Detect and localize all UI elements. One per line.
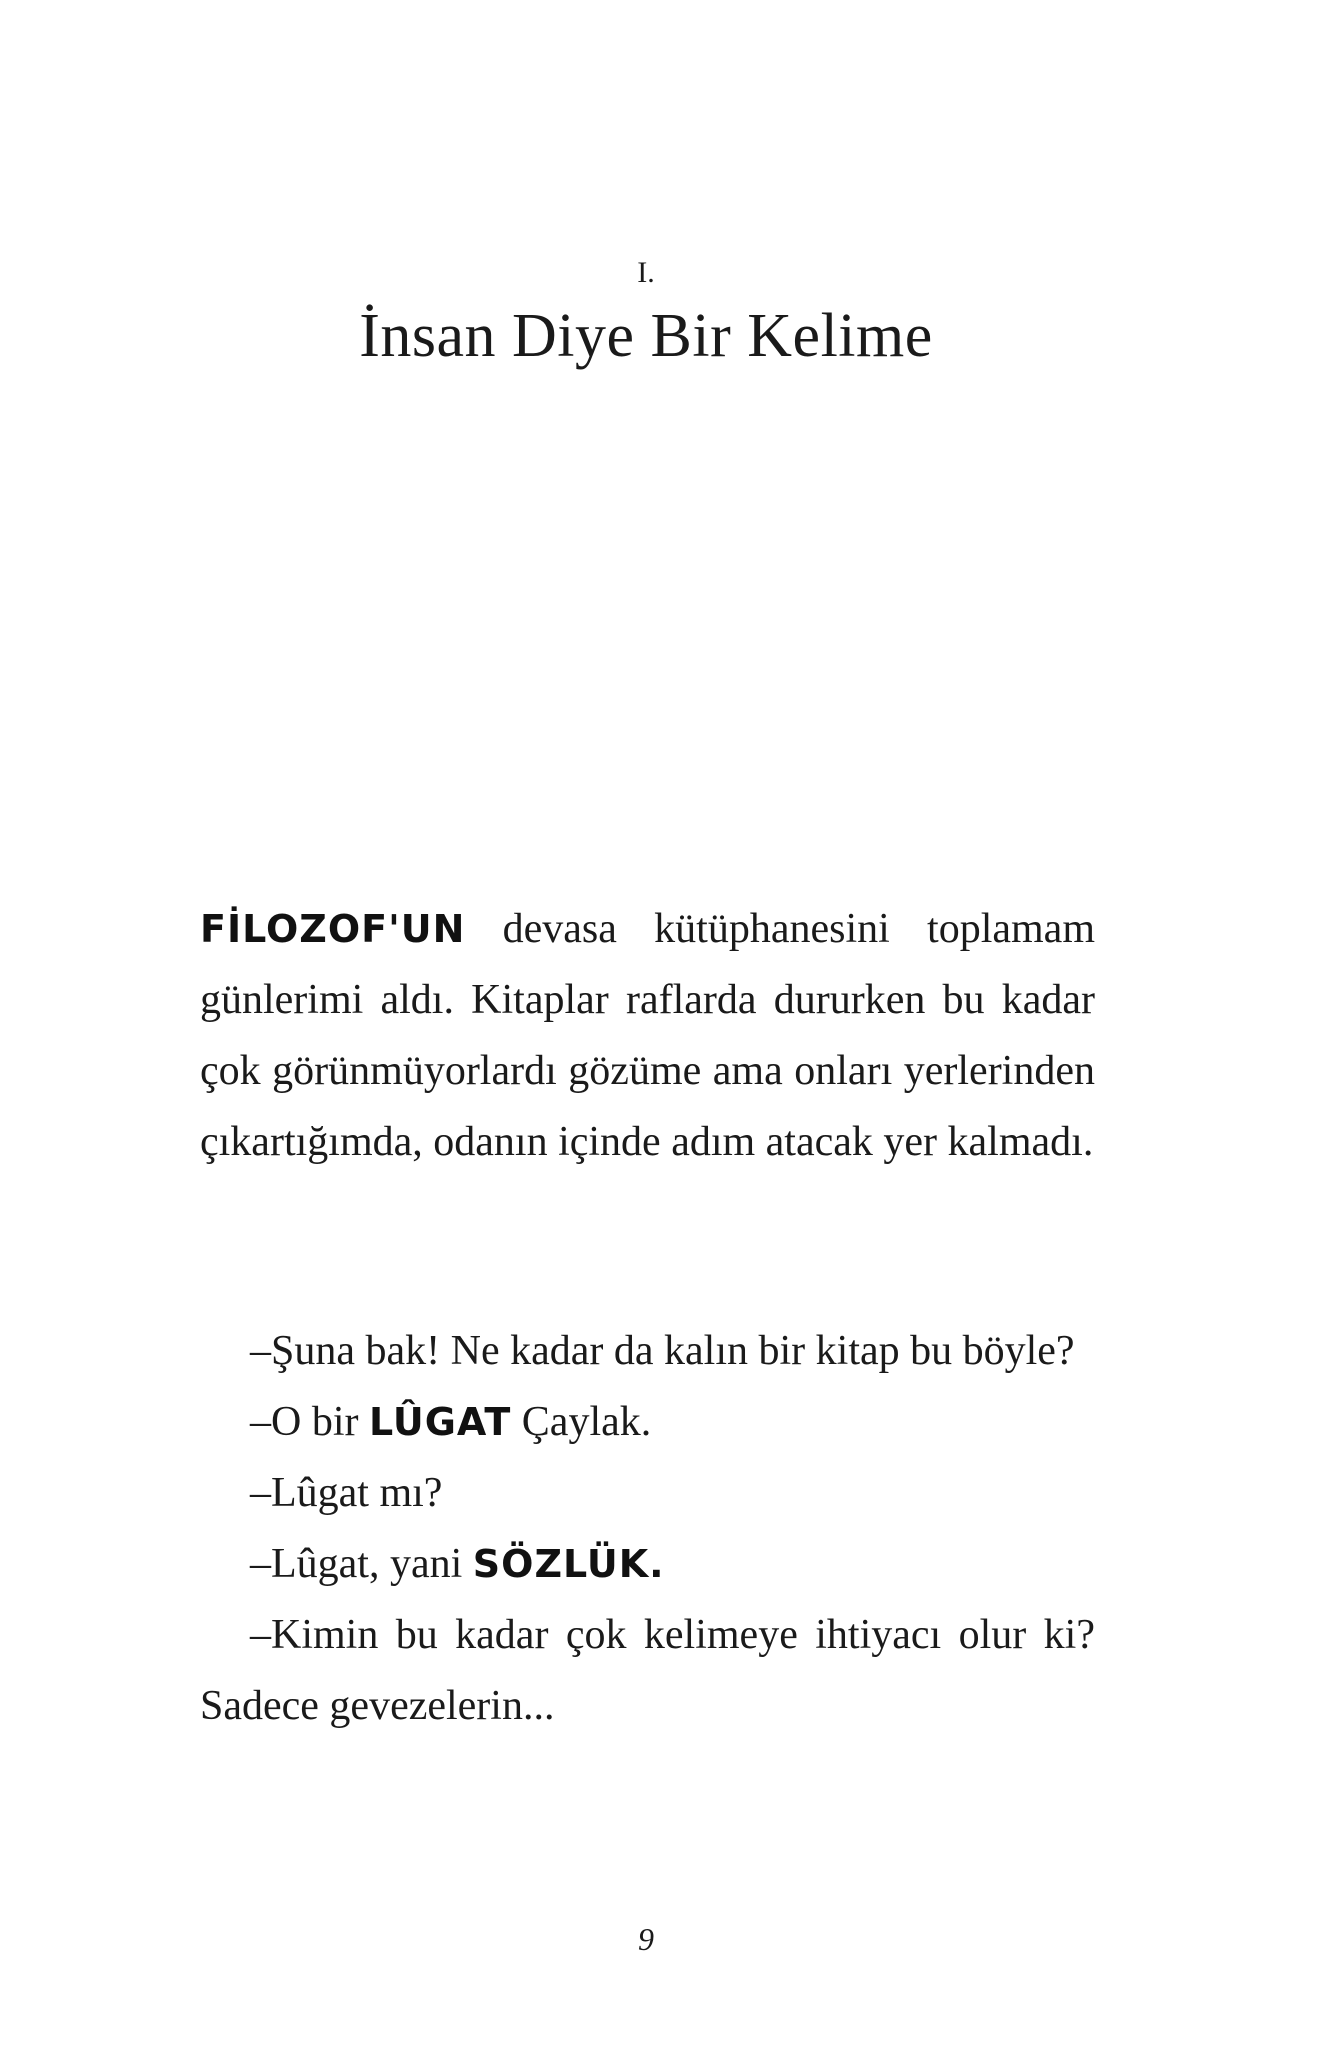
highlight-filozofun: FİLOZOF'UN xyxy=(200,907,466,951)
chapter-title: İnsan Diye Bir Kelime xyxy=(359,302,933,370)
chapter-number: I. xyxy=(637,256,655,289)
dialogue-line-3: –Lûgat mı? xyxy=(250,1470,443,1516)
dialogue-line-1: –Şuna bak! Ne kadar da kalın bir kitap bu böyle? xyxy=(250,1328,1075,1374)
paragraph-intro-text: devasa kütüphanesini toplamam günlerimi aldı. Kitaplar raflarda dururken bu kadar çok görünmüyorlardı gözüme ama onları yerlerinden çıkartığımda, odanın içinde adım atacak yer kalmadı. xyxy=(200,906,1095,1165)
dialogue-line-4-before: –Lûgat, yani xyxy=(250,1541,473,1587)
highlight-lugat: LÛGAT xyxy=(369,1400,512,1444)
dialogue-line-4 xyxy=(200,1529,1095,1600)
dialogue-block xyxy=(200,1316,1095,1742)
highlight-sozluk: SÖZLÜK. xyxy=(472,1542,665,1586)
paragraph-intro xyxy=(200,894,1095,1178)
dialogue-line-5: –Kimin bu kadar çok kelimeye ihtiyacı olur ki? Sadece gevezelerin... xyxy=(200,1612,1095,1729)
dialogue-line-2 xyxy=(200,1387,1095,1458)
page-number: 9 xyxy=(638,1921,654,1957)
dialogue-line-2-after: Çaylak. xyxy=(511,1399,652,1445)
dialogue-line-2-before: –O bir xyxy=(250,1399,369,1445)
